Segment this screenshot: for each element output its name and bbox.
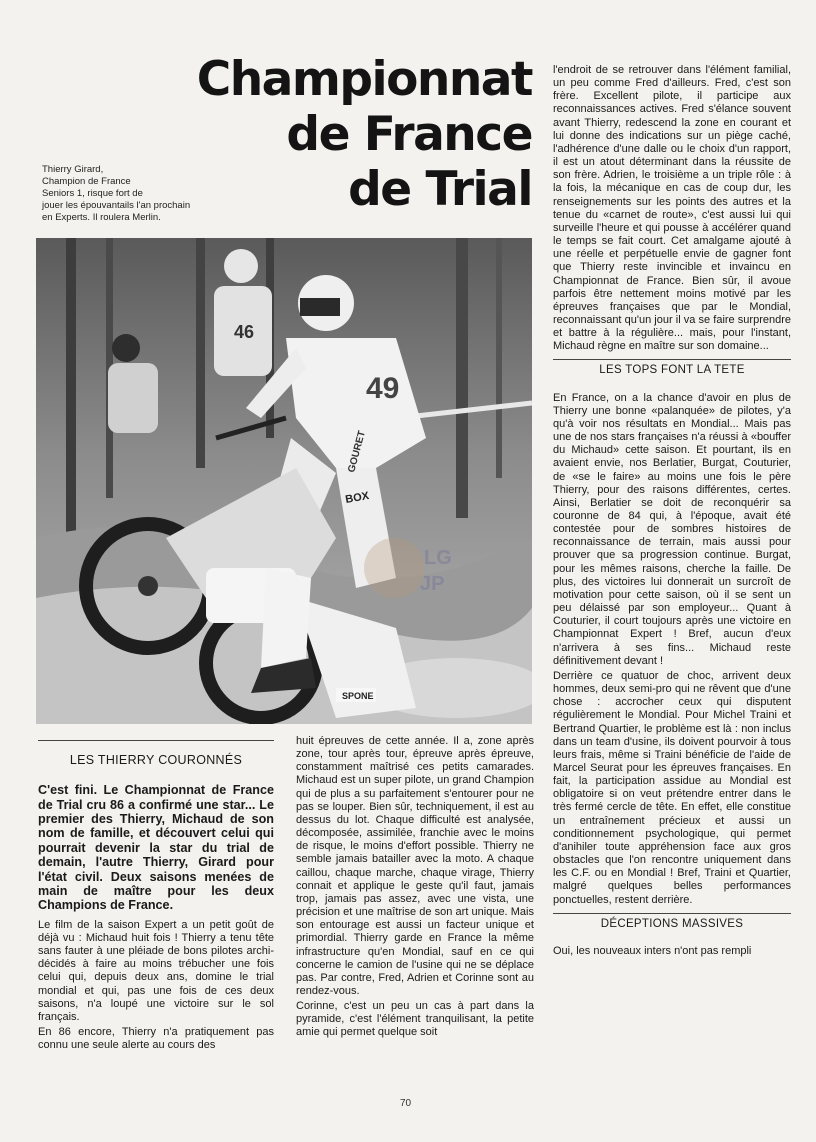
paragraph: Corinne, c'est un peu un cas à part dans la pyramide, c'est l'élément tranquilisant, la petite amie qui permet quelque soit bbox=[296, 1000, 534, 1039]
title-line-2: de France bbox=[286, 107, 532, 162]
section-heading-deceptions: DÉCEPTIONS MASSIVES bbox=[553, 913, 791, 937]
title-line-1: Championnat bbox=[196, 52, 532, 107]
column-3 bbox=[553, 64, 791, 960]
paragraph: Oui, les nouveaux inters n'ont pas rempli bbox=[553, 944, 752, 957]
watermark-logo bbox=[354, 528, 464, 608]
paragraph: l'endroit de se retrouver dans l'élément familial, un peu comme Fred d'ailleurs. Fred, c'est son frère. Excellent pilote, il participe aux reconnaissances actives. Fred s'élance souvent avant Thierry, redescend la zone en courant et lui donne des indications sur un piège caché, l'adhérence d'une dalle ou le choix d'un rapport, il est un atout déterminant dans la réussite de son frère. Adrien, le troisième a un triple rôle : à la fois, la mécanique en cas de coup dur, les renseignements sur les points des autres et la tenue du «carnet de route», c'est aussi lui qui surveille l'heure et qui pousse à accélérer quand le temps se fait court. Cet amalgame ajouté à une réelle et perpétuelle envie de gagner font que Thierry reste invincible et invaincu en Championnat de France. Bien sûr, il avoue parfois être nettement moins motivé par les épreuves françaises que par le Mondial, reconnaissant qu'un jour il va se faire surprendre et battre à la régulière... mais, pour l'instant, Michaud règne en maître sur son domaine... bbox=[553, 64, 791, 353]
watermark-jp: JP bbox=[420, 573, 445, 595]
brand-box-text: BOX bbox=[344, 489, 371, 506]
watermark-lg: LG bbox=[424, 547, 452, 569]
caption-line-4: jouer les épouvantails l'an prochain bbox=[42, 200, 191, 211]
section-heading-tops: LES TOPS FONT LA TETE bbox=[553, 359, 791, 383]
caption-line-1: Thierry Girard, bbox=[42, 164, 104, 175]
page-number: 70 bbox=[400, 1098, 412, 1109]
caption-line-2: Champion de France bbox=[42, 176, 131, 187]
brand-gouret-text: GOURET bbox=[346, 429, 368, 474]
paragraph: En 86 encore, Thierry n'a pratiquement pas connu une seule alerte au cours des bbox=[38, 1026, 274, 1052]
paragraph: Le film de la saison Expert a un petit goût de déjà vu : Michaud huit fois ! Thierry a tenu tête sans fauter à une pléiade de bons pilotes archi-décidés à faire au moins trébucher une fois celui qui, depuis deux ans, domine le trial mondial et qui, pas une fois de ces deux saisons, n'a loupé une victoire sur le sol français. bbox=[38, 918, 274, 1023]
caption-line-5: en Experts. Il roulera Merlin. bbox=[42, 212, 161, 223]
column-1 bbox=[38, 740, 274, 1054]
photo-caption bbox=[42, 164, 262, 224]
trial-rider-photo bbox=[36, 238, 532, 724]
paragraph: En France, on a la chance d'avoir en plus de Thierry une bonne «palanquée» de pilotes, y'a qu'à voir nos résultats en Mondial... Mais pas une de nos stars françaises n'a réussi à «bouffer du Michaud» cette saison. Et pourtant, ils en avaient envie, nos Berlatier, Burgat, Couturier, de «se le faire» au moins une fois le père Thierry, pour des raisons différentes, certes. Ainsi, Berlatier se doit de reconquérir sa couronne de 84 qui, à l'époque, avait été contestée pour de sombres histoires de reconnaissance de terrain, mais aussi pour prouver que sa progression continue. Burgat, pour les mêmes raisons, cherche la faille. De plus, des victoires lui donnerait un surcroît de motivation pour cette saison, où il se sent un peu délaissé par son employeur... Quant à Couturier, il court toujours après une victoire en Championnat Expert ! Bref, aucun d'eux n'arrivera à ses fins... Michaud reste définitivement devant ! bbox=[553, 391, 791, 667]
section-heading-thierry: LES THIERRY COURONNÉS bbox=[38, 740, 274, 773]
paragraph: Derrière ce quatuor de choc, arrivent deux hommes, deux semi-pro qui ne rêvent que d'une chose : accrocher ceux qui disputent régulièrement le Mondial. Pour Michel Traini et Bertrand Quartier, le problème est là : non inclus dans un team d'usine, ils doivent pourvoir à tous leurs frais, même si Traini bénéficie de l'aide de Marcel Seurat pour les épreuves françaises. En fait, la participation assidue au Mondial est obligatoire si on veut prétendre entrer dans le très fermé cercle de tête. En effet, elle constitue un entraînement précieux et aussi un conditionnement psychologique, qui permet d'anihiler toute appréhension face aux gros obstacles que l'on rencontre uniquement dans les C.F. ou en Mondial ! Bref, Traini et Quartier, malgré quelques belles performances ponctuelles, restent derrière. bbox=[553, 669, 791, 906]
rider-number-front: 49 bbox=[366, 372, 400, 405]
caption-line-3: Seniors 1, risque fort de bbox=[42, 188, 143, 199]
rider-number-back: 46 bbox=[234, 322, 255, 342]
paragraph: huit épreuves de cette année. Il a, zone après zone, tour après tour, épreuve après épreuve, constamment maîtrisé ces petits camarades. Michaud est un super pilote, un grand Champion qui de plus a su parfaitement s'entourer pour ne pas se louper. Bien sûr, techniquement, il est au dessus du lot. Chaque difficulté est analysée, décomposée, assimilée, franchie avec le moins de risque, le moins d'effort possible. Thierry ne semble jamais batailler avec la moto. A chaque caillou, chaque marche, chaque virage, Thierry connait et applique le geste qu'il faut, jamais trop, jamais pas assez, avec une vista, une précision et une maîtrise de son art unique. Mais son entourage est aussi un facteur unique et primordial. Thierry garde en France la même infrastructure qu'en Mondial, sauf en ce qui concerne le camion de l'usine qui ne se déplace pas. Par contre, Fred, Adrien et Corinne sont au rendez-vous. bbox=[296, 735, 534, 997]
brand-spone-text: SPONE bbox=[342, 691, 374, 701]
lead-paragraph: C'est fini. Le Championnat de France de Trial cru 86 a confirmé une star... Le premier des Thierry, Michaud de son nom de famille, et découvert celui qui pourrait devenir la star du trial de demain, l'autre Thierry, Girard pour l'état civil. Deux saisons menées de main de maître pour les deux Champions de France. bbox=[38, 783, 274, 913]
title-line-3: de Trial bbox=[348, 162, 532, 217]
column-2 bbox=[296, 735, 534, 1042]
